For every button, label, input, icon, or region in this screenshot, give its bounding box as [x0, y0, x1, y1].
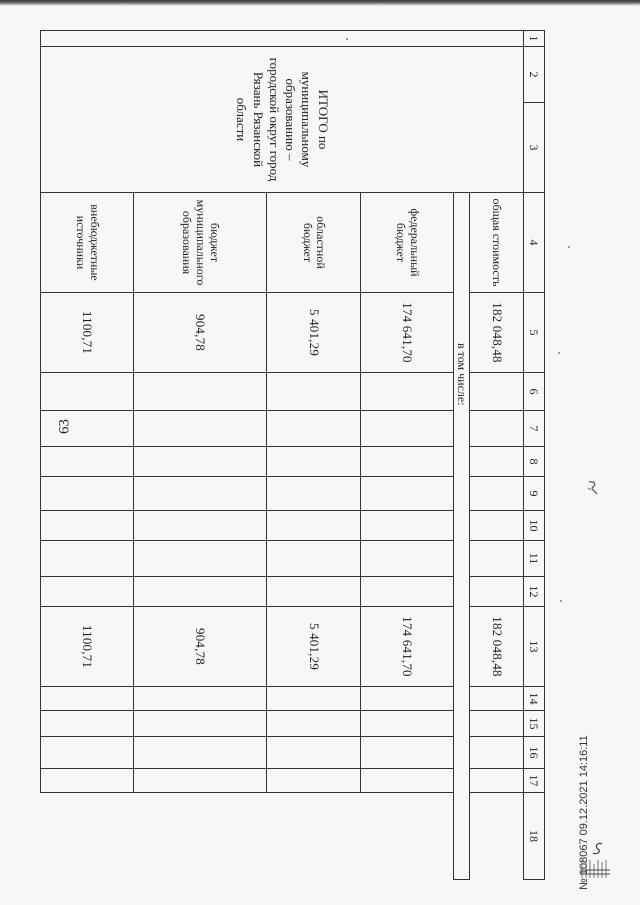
- value-cell: 174 641,70: [360, 607, 453, 687]
- table-cell: [134, 711, 267, 737]
- table-cell: [134, 411, 267, 447]
- column-number: 1: [524, 31, 545, 47]
- category-label: общая стоимость: [470, 193, 524, 293]
- scan-speck: [560, 600, 562, 602]
- table-cell: [267, 477, 360, 511]
- table-cell: [41, 769, 134, 793]
- value-cell: 904,78: [134, 607, 267, 687]
- table-cell: [360, 769, 453, 793]
- table-cell: [41, 373, 134, 411]
- column-number: 11: [524, 541, 545, 577]
- budget-table-sheet: [40, 30, 545, 880]
- table-cell: [41, 541, 134, 577]
- category-label: федеральный бюджет: [360, 193, 453, 293]
- table-cell: [267, 737, 360, 769]
- table-cell: [41, 447, 134, 477]
- table-cell: [267, 687, 360, 711]
- table-cell: [470, 737, 524, 769]
- column-number: 18: [524, 793, 545, 880]
- table-cell: [470, 411, 524, 447]
- column-number: 15: [524, 711, 545, 737]
- table-cell: [470, 541, 524, 577]
- table-cell: [267, 541, 360, 577]
- table-cell: [360, 477, 453, 511]
- table-cell: [360, 711, 453, 737]
- category-label: бюджет муниципального образования: [134, 193, 267, 293]
- column-number: 6: [524, 373, 545, 411]
- column-number: 12: [524, 577, 545, 607]
- table-cell: [360, 411, 453, 447]
- value-cell: 1100,71: [41, 293, 134, 373]
- scan-top-edge: [0, 0, 640, 6]
- column-number: 17: [524, 769, 545, 793]
- table-cell: [360, 737, 453, 769]
- table-cell: [360, 373, 453, 411]
- table-cell: [470, 447, 524, 477]
- category-label: областной бюджет: [267, 193, 360, 293]
- value-cell: 174 641,70: [360, 293, 453, 373]
- table-cell: [267, 769, 360, 793]
- table-cell: [470, 511, 524, 541]
- table-cell: [267, 577, 360, 607]
- value-cell: 904,78: [134, 293, 267, 373]
- table-cell: [41, 477, 134, 511]
- column-number: 2: [524, 47, 545, 103]
- value-cell: 182 048,48: [470, 293, 524, 373]
- table-cell: [134, 541, 267, 577]
- table-cell: [134, 447, 267, 477]
- in-total-label: в том числе:: [454, 193, 470, 880]
- value-cell: 182 048,48: [470, 607, 524, 687]
- registry-logo-icon: [572, 840, 616, 880]
- table-cell: [470, 687, 524, 711]
- column-number: 13: [524, 607, 545, 687]
- table-cell: [134, 687, 267, 711]
- table-cell: [470, 373, 524, 411]
- table-cell: [41, 687, 134, 711]
- total-row-label: ИТОГО по муниципальному образованию – городской округ город Рязань Рязанской области: [41, 47, 524, 193]
- table-cell: [267, 447, 360, 477]
- table-cell: [41, 711, 134, 737]
- value-cell: 1100,71: [41, 607, 134, 687]
- table-cell: [134, 737, 267, 769]
- table-cell: [41, 31, 524, 47]
- table-cell: [41, 411, 134, 447]
- page-number: 63: [56, 419, 73, 434]
- table-cell: [360, 447, 453, 477]
- table-cell: [470, 577, 524, 607]
- table-cell: [360, 541, 453, 577]
- table-cell: [267, 373, 360, 411]
- table-cell: [267, 711, 360, 737]
- table-cell: [41, 511, 134, 541]
- table-cell: [360, 511, 453, 541]
- table-cell: [360, 577, 453, 607]
- table-cell: [134, 511, 267, 541]
- budget-table: [40, 30, 545, 880]
- table-cell: [470, 711, 524, 737]
- column-number-row: [524, 31, 545, 880]
- handwritten-mark-icon: [586, 480, 600, 496]
- table-cell: [41, 737, 134, 769]
- table-cell: [134, 577, 267, 607]
- column-number: 8: [524, 447, 545, 477]
- column-number: 3: [524, 103, 545, 193]
- table-cell: [470, 769, 524, 793]
- scan-speck: [568, 246, 570, 248]
- document-registration-stamp: № 108067 09.12.2021 14:16:11: [578, 735, 590, 890]
- value-cell: 5 401,29: [267, 607, 360, 687]
- column-number: 4: [524, 193, 545, 293]
- table-row: [470, 31, 524, 880]
- table-cell: [360, 687, 453, 711]
- table-cell: [134, 769, 267, 793]
- column-number: 16: [524, 737, 545, 769]
- column-number: 9: [524, 477, 545, 511]
- table-cell: [134, 477, 267, 511]
- table-cell: [267, 511, 360, 541]
- table-cell: [267, 411, 360, 447]
- table-cell: [470, 477, 524, 511]
- column-number: 5: [524, 293, 545, 373]
- column-number: 7: [524, 411, 545, 447]
- table-cell: [134, 373, 267, 411]
- column-number: 10: [524, 511, 545, 541]
- value-cell: 5 401,29: [267, 293, 360, 373]
- scan-speck: [346, 38, 348, 40]
- table-cell: [41, 577, 134, 607]
- column-number: 14: [524, 687, 545, 711]
- scan-speck: [558, 352, 560, 354]
- category-label: внебюджетные источники: [41, 193, 134, 293]
